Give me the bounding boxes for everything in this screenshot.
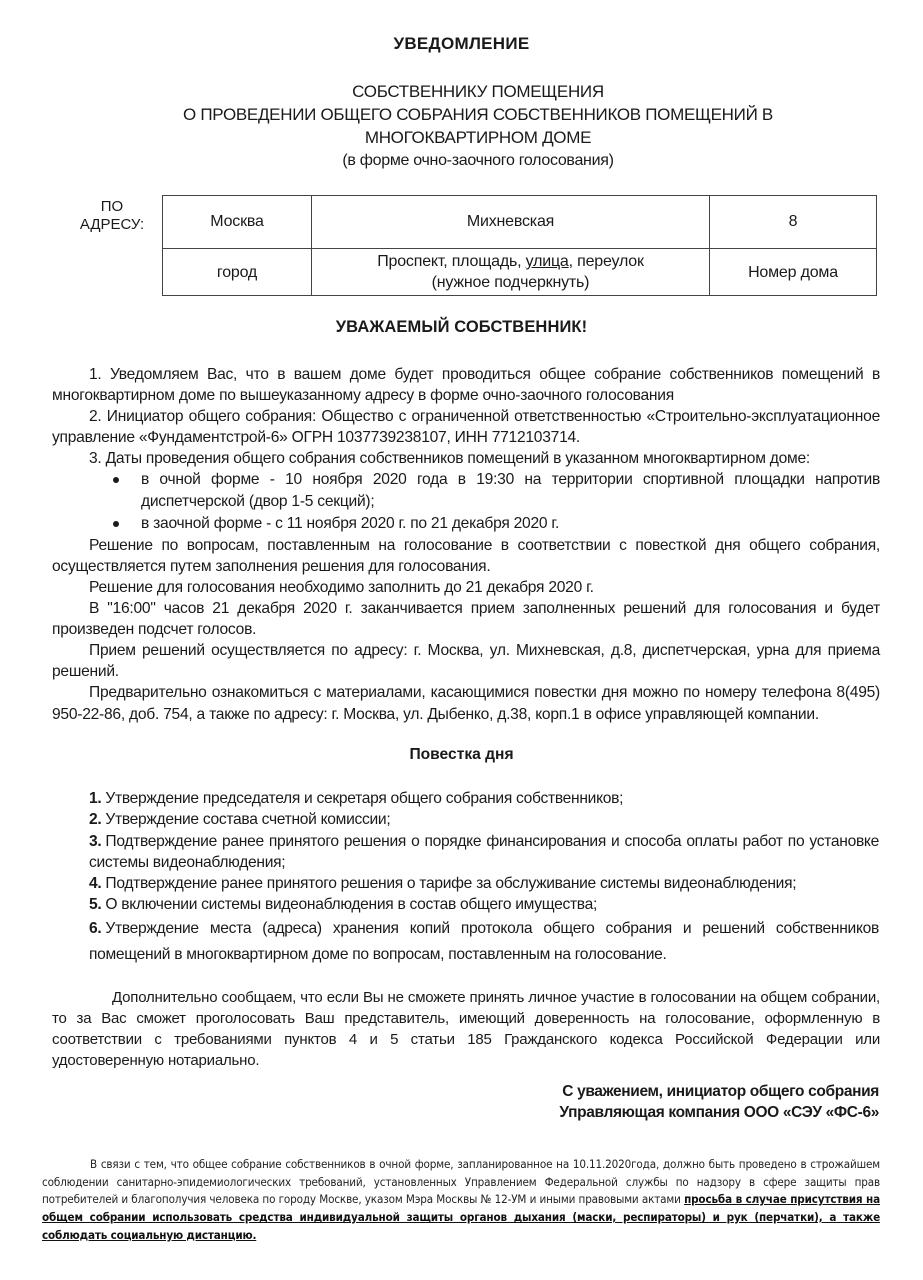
bullet-icon bbox=[113, 521, 119, 527]
signature-company: Управляющая компания ООО «СЭУ «ФС-6» bbox=[559, 1104, 879, 1121]
subtitle-line: СОБСТВЕННИКУ ПОМЕЩЕНИЯ bbox=[352, 82, 604, 101]
street-caption bbox=[312, 249, 710, 296]
address-table bbox=[162, 195, 877, 296]
agenda-item-text: О включении системы видеонаблюдения в состав общего имущества; bbox=[105, 896, 598, 914]
house-value: 8 bbox=[710, 196, 877, 249]
agenda-item bbox=[89, 809, 879, 830]
greeting-heading: УВАЖАЕМЫЙ СОБСТВЕННИК! bbox=[335, 318, 588, 336]
address-label-line: ПО bbox=[100, 198, 124, 215]
street-type-options: , переулок bbox=[568, 253, 644, 270]
agenda-item-number: 4. bbox=[89, 875, 102, 893]
city-value: Москва bbox=[163, 196, 312, 249]
paragraph-vote-count: В "16:00" часов 21 декабря 2020 г. заканчивается прием заполненных решений для голосования и будет произведен подсчет голосов. bbox=[52, 600, 880, 639]
agenda-item bbox=[89, 788, 879, 809]
agenda-item-text: Утверждение состава счетной комиссии; bbox=[105, 811, 391, 829]
agenda-item-number: 6. bbox=[89, 919, 102, 937]
date-item-remote bbox=[52, 513, 880, 534]
agenda-item-number: 5. bbox=[89, 896, 102, 914]
paragraph-decision-method: Решение по вопросам, поставленным на голосование в соответствии с повесткой дня общего собрания, осуществляется путем заполнения решения для голосования. bbox=[52, 536, 880, 575]
date-item-text: в заочной форме - с 11 ноября 2020 г. по 21 декабря 2020 г. bbox=[141, 514, 560, 532]
notice-body bbox=[52, 364, 880, 725]
protective-equipment-request: просьба в случае присутствия на общем собрании использовать средства индивидуальной защиты органов дыхания (маски, респираторы) и рук (перчатки), а также соблюдать социальную дистанцию. bbox=[42, 1192, 880, 1242]
agenda-item-number: 2. bbox=[89, 811, 102, 829]
agenda-item-text: Подтверждение ранее принятого решения о порядке финансирования и способа оплаты работ по установке системы видеонаблюдения; bbox=[89, 832, 879, 871]
voting-form-note: (в форме очно-заочного голосования) bbox=[342, 152, 614, 169]
address-captions-row bbox=[163, 249, 877, 296]
agenda-item-number: 3. bbox=[89, 832, 102, 850]
paragraph-deadline: Решение для голосования необходимо заполнить до 21 декабря 2020 г. bbox=[89, 578, 594, 596]
paragraph-dates: 3. Даты проведения общего собрания собственников помещений в указанном многоквартирном доме: bbox=[89, 450, 811, 468]
address-label bbox=[72, 198, 152, 234]
sanitary-notice-text: В связи с тем, что общее собрание собственников в очной форме, запланированное на 10.11.2020года, должно быть проведено в строжайшем соблюдении санитарно-эпидемиологических требований, установленных Управлением Федеральной службы по надзору в сфере защиты прав потребителей и благополучия человека по городу Москве, указом Мэра Москвы № 12-УМ и иными правовыми актами bbox=[42, 1157, 880, 1207]
agenda-item-text: Утверждение места (адреса) хранения копий протокола общего собрания и решений собственников помещений в многоквартирном доме по вопросам, поставленным на голосование. bbox=[89, 919, 879, 963]
agenda-item-text: Утверждение председателя и секретаря общего собрания собственников; bbox=[105, 790, 624, 807]
agenda-title: Повестка дня bbox=[409, 746, 514, 763]
street-caption-note: (нужное подчеркнуть) bbox=[431, 274, 590, 291]
proxy-voting-info: Дополнительно сообщаем, что если Вы не сможете принять личное участие в голосовании на общем собрании, то за Вас сможет проголосовать Ваш представитель, имеющий доверенность на голосование, оформленную в соответствии с требованиями пунктов 4 и 5 статьи 185 Гражданского кодекса Российской Федерации или удостоверенную нотариально. bbox=[52, 989, 880, 1069]
agenda-item bbox=[89, 873, 879, 894]
address-label-line: АДРЕСУ: bbox=[79, 216, 145, 233]
paragraph-initiator: 2. Инициатор общего собрания: Общество с ограниченной ответственностью «Строительно-эксплуатационное управление «Фундаментстрой-6» ОГРН 1037739238107, ИНН 7712103714. bbox=[52, 408, 880, 447]
agenda-list bbox=[89, 788, 879, 968]
house-caption: Номер дома bbox=[710, 249, 877, 296]
bullet-icon bbox=[113, 477, 119, 483]
signature-block bbox=[559, 1081, 879, 1123]
agenda-item bbox=[89, 916, 879, 968]
paragraph-collection-address: Прием решений осуществляется по адресу: г. Москва, ул. Михневская, д.8, диспетчерская, урна для приема решений. bbox=[52, 642, 880, 681]
date-item-text: в очной форме - 10 ноября 2020 года в 19:30 на территории спортивной площадки напротив диспетчерской (двор 1-5 секций); bbox=[141, 471, 880, 510]
document-title: УВЕДОМЛЕНИЕ bbox=[393, 34, 530, 53]
agenda-item bbox=[89, 831, 879, 874]
dates-list bbox=[52, 469, 880, 533]
subtitle-line: МНОГОКВАРТИРНОМ ДОМЕ bbox=[364, 128, 592, 147]
document-subtitle bbox=[150, 80, 806, 172]
sanitary-notice bbox=[42, 1156, 880, 1245]
city-caption: город bbox=[163, 249, 312, 296]
agenda-item-number: 1. bbox=[89, 790, 102, 807]
street-type-selected: улица bbox=[525, 253, 569, 270]
agenda-item bbox=[89, 894, 879, 915]
paragraph-materials: Предварительно ознакомиться с материалами, касающимися повестки дня можно по номеру телефона 8(495) 950-22-86, доб. 754, а также по адресу: г. Москва, ул. Дыбенко, д.38, корп.1 в офисе управляющей компании. bbox=[52, 684, 880, 723]
paragraph-meeting-notice: 1. Уведомляем Вас, что в вашем доме будет проводиться общее собрание собственников помещений в многоквартирном доме по вышеуказанному адресу в форме очно-заочного голосования bbox=[52, 366, 880, 405]
date-item-in-person bbox=[52, 469, 880, 511]
street-value: Михневская bbox=[312, 196, 710, 249]
subtitle-line: О ПРОВЕДЕНИИ ОБЩЕГО СОБРАНИЯ СОБСТВЕННИКОВ ПОМЕЩЕНИЙ В bbox=[183, 105, 773, 124]
signature-line: С уважением, инициатор общего собрания bbox=[562, 1083, 879, 1100]
agenda-item-text: Подтверждение ранее принятого решения о тарифе за обслуживание системы видеонаблюдения; bbox=[105, 875, 797, 893]
address-values-row bbox=[163, 196, 877, 249]
street-type-options: Проспект, площадь, bbox=[377, 253, 526, 270]
